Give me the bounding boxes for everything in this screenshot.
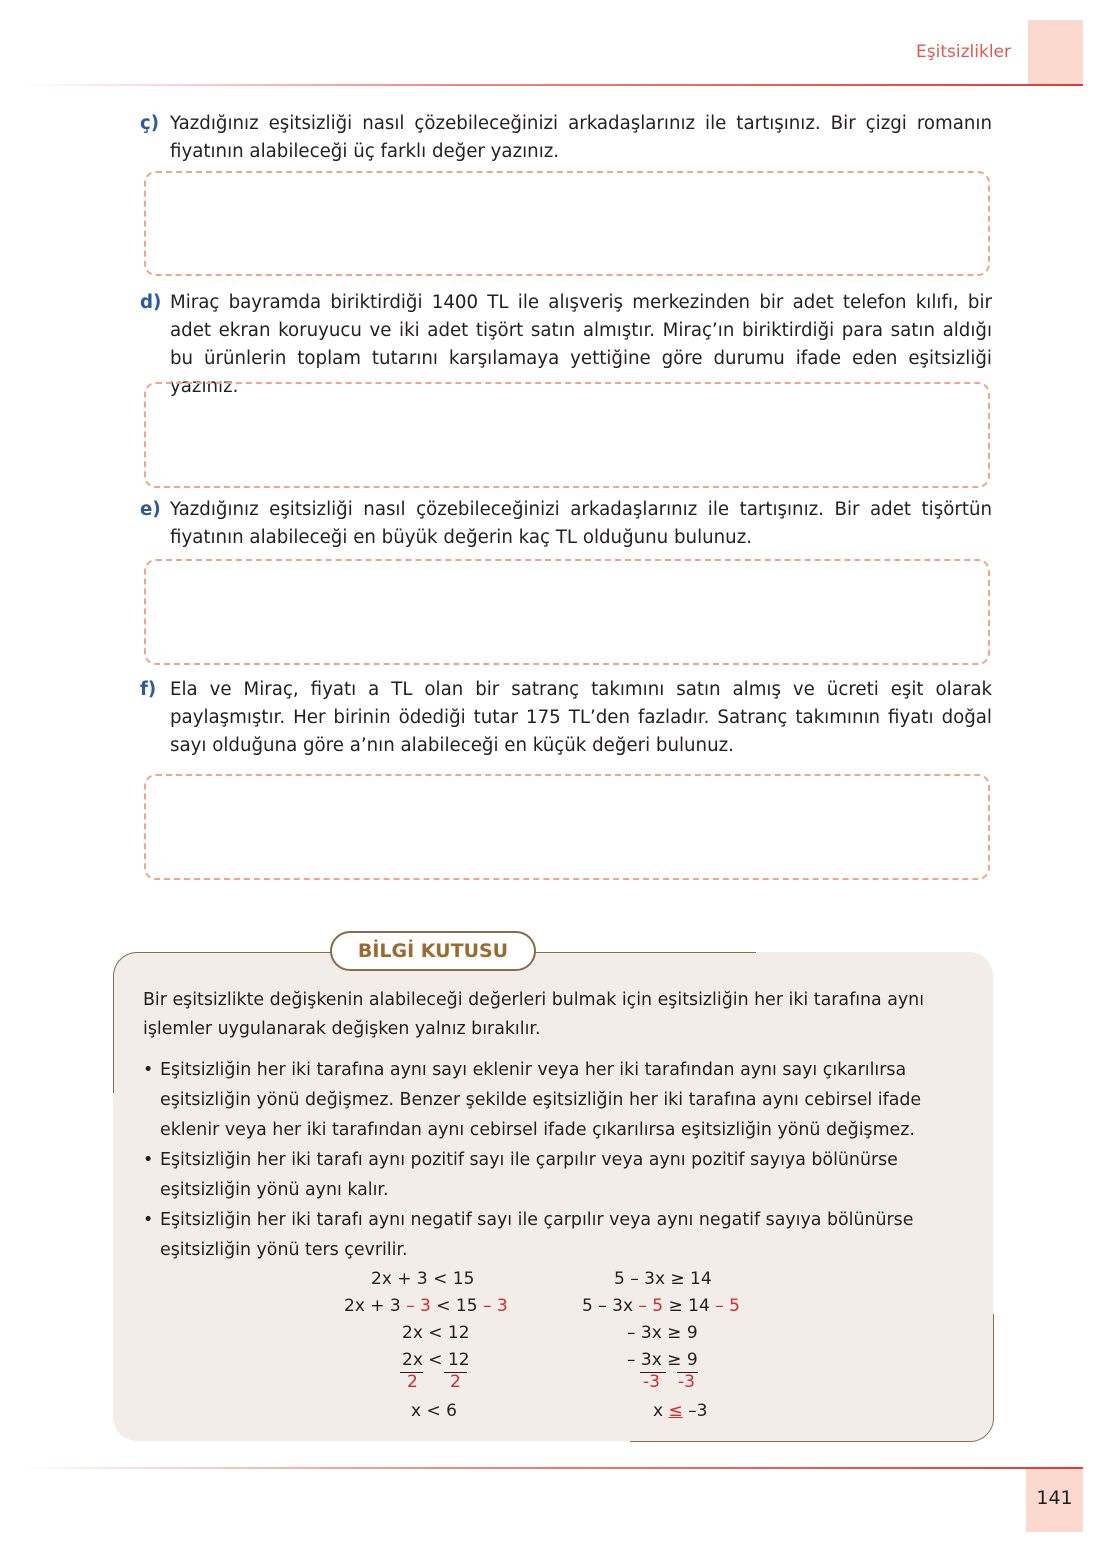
question-c-cedilla — [140, 110, 992, 166]
answer-box[interactable] — [144, 171, 990, 276]
info-box-bullets — [143, 1055, 973, 1265]
question-letter: d) — [140, 292, 162, 313]
list-item: • Eşitsizliğin her iki tarafı aynı pozitif sayı ile çarpılır veya aynı pozitif sayıya bölünürse eşitsizliğin yönü aynı kalır. — [143, 1145, 973, 1205]
bullet-icon: • — [143, 1060, 154, 1080]
question-text: Miraç bayramda biriktirdiği 1400 TL ile alışveriş merkezinden bir adet telefon kılıfı, bir adet ekran koruyucu ve iki adet tişört satın almıştır. Miraç’ın biriktirdiği para satın aldığı bu ürünlerin toplam tutarını karşılamaya yettiğine göre durumu ifade eden eşitsizliği yazınız. — [170, 292, 992, 397]
question-f — [140, 676, 992, 760]
header-tab — [1028, 20, 1083, 84]
math-denominator: 2 — [407, 1372, 418, 1392]
info-box-intro: Bir eşitsizlikte değişkenin alabileceği değerleri bulmak için eşitsizliğin her iki tarafına aynı işlemler uygulanarak değişken yalnız bırakılır. — [143, 990, 925, 1039]
math-line: – 3x ≥ 9 — [627, 1323, 698, 1343]
math-line: 5 – 3x ≥ 14 — [614, 1269, 712, 1289]
question-letter: f) — [140, 679, 157, 700]
math-fraction-line: 2x < 12 — [402, 1350, 470, 1370]
math-line: 2x + 3 – 3 < 15 – 3 — [344, 1296, 508, 1316]
bullet-icon: • — [143, 1210, 154, 1230]
math-fraction-line: – 3x ≥ 9 — [627, 1350, 698, 1370]
question-text: Yazdığınız eşitsizliği nasıl çözebileceğinizi arkadaşlarınız ile tartışınız. Bir çizgi romanın fiyatının alabileceği üç farklı değer yazınız. — [170, 113, 992, 162]
question-e — [140, 496, 992, 552]
question-letter: ç) — [140, 113, 160, 134]
footer-divider — [20, 1467, 1083, 1469]
answer-box[interactable] — [144, 382, 990, 488]
page-number: 141 — [1036, 1487, 1073, 1509]
question-text: Yazdığınız eşitsizliği nasıl çözebileceğinizi arkadaşlarınız ile tartışınız. Bir adet tişörtün fiyatının alabileceği en büyük değerin kaç TL olduğunu bulunuz. — [170, 499, 992, 548]
math-denominator: -3 — [678, 1372, 695, 1392]
list-item: • Eşitsizliğin her iki tarafına aynı sayı eklenir veya her iki tarafından aynı sayı çıkarılırsa eşitsizliğin yönü değişmez. Benzer şekilde eşitsizliğin her iki tarafına aynı cebirsel ifade eklenir veya her iki tarafından aynı cebirsel ifade çıkarılırsa eşitsizliğin yönü değişmez. — [143, 1055, 973, 1145]
answer-box[interactable] — [144, 774, 990, 880]
math-result: x < 6 — [411, 1401, 457, 1421]
math-line: 2x + 3 < 15 — [371, 1269, 475, 1289]
chapter-title: Eşitsizlikler — [916, 42, 1011, 62]
list-item: • Eşitsizliğin her iki tarafı aynı negatif sayı ile çarpılır veya aynı negatif sayıya bölünürse eşitsizliğin yönü ters çevrilir. — [143, 1205, 973, 1265]
header-divider — [20, 84, 1083, 86]
question-letter: e) — [140, 499, 161, 520]
math-denominator: -3 — [643, 1372, 660, 1392]
question-text: Ela ve Miraç, fiyatı a TL olan bir satranç takımını satın almış ve ücreti eşit olarak paylaşmıştır. Her birinin ödediği tutar 175 TL’den fazladır. Satranç takımının fiyatı doğal sayı olduğuna göre a’nın alabileceği en küçük değeri bulunuz. — [170, 679, 992, 756]
math-line: 5 – 3x – 5 ≥ 14 – 5 — [582, 1296, 740, 1316]
info-box-title: BİLGİ KUTUSU — [330, 931, 536, 971]
answer-box[interactable] — [144, 559, 990, 665]
math-denominator: 2 — [450, 1372, 461, 1392]
math-line: 2x < 12 — [402, 1323, 470, 1343]
math-result: x ≤ –3 — [653, 1401, 708, 1421]
bullet-icon: • — [143, 1150, 154, 1170]
